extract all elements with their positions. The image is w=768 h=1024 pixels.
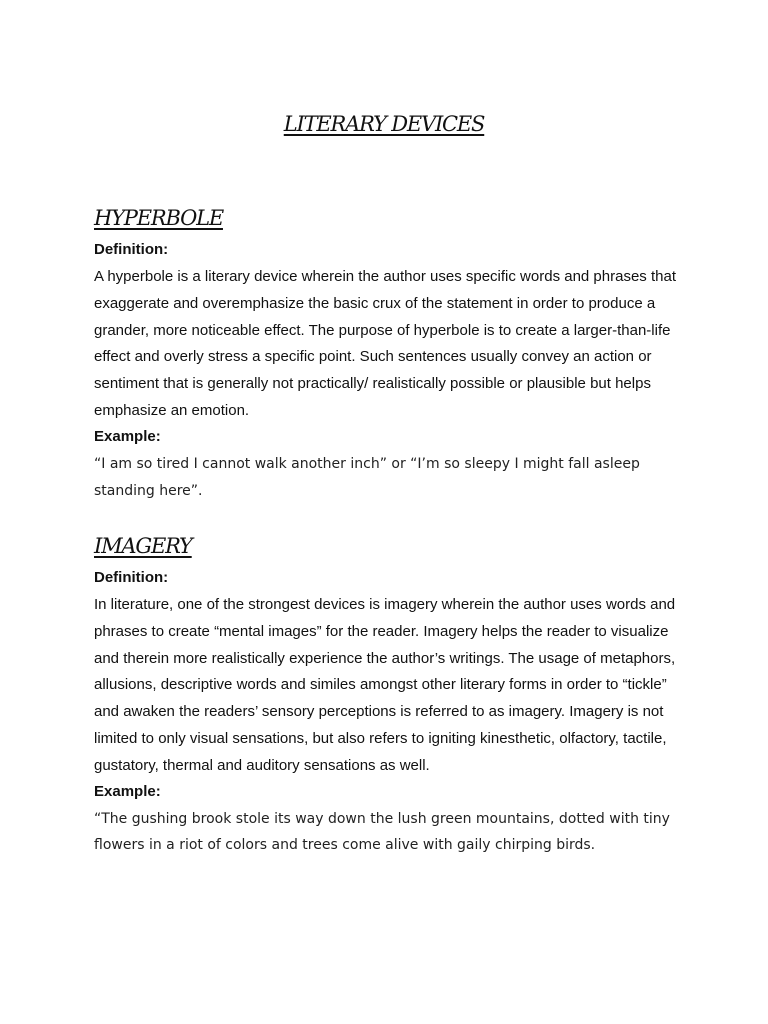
definition-label: Definition: (94, 569, 169, 586)
document-title: LITERARY DEVICES (283, 112, 485, 136)
example-label: Example: (94, 427, 161, 445)
example-text: “I am so tired I cannot walk another inch” or “I’m so sleepy I might fall asleep standing here”. (94, 455, 640, 499)
section-heading-hyperbole: HYPERBOLE (94, 206, 223, 230)
example-text: “The gushing brook stole its way down the lush green mountains, dotted with tiny flowers in a riot of colors and trees come alive with gaily chirping birds. (94, 810, 670, 854)
section-imagery (94, 532, 694, 859)
definition-text: In literature, one of the strongest devices is imagery wherein the author uses words and phrases to create “mental images” for the reader. Imagery helps the reader to visualize and therein more realistically experience the author’s writings. The usage of metaphors, allusions, descriptive words and similes amongst other literary forms in order to “tickle” and awaken the readers’ sensory perceptions is referred to as imagery. Imagery is not limited to only visual sensations, but also refers to igniting kinesthetic, olfactory, tactile, gustatory, thermal and auditory sensations as well. (94, 596, 676, 774)
section-heading-imagery: IMAGERY (94, 534, 192, 558)
definition-label: Definition: (94, 241, 169, 258)
section-hyperbole (94, 204, 694, 504)
definition-text: A hyperbole is a literary device wherein the author uses specific words and phrases that exaggerate and overemphasize the basic crux of the statement in order to produce a grander, more noticeable effect. The purpose of hyperbole is to create a larger-than-life effect and overly stress a specific point. Such sentences usually convey an action or sentiment that is generally not practically/ realistically possible or plausible but helps emphasize an emotion. (94, 268, 676, 419)
example-label: Example: (94, 782, 161, 800)
